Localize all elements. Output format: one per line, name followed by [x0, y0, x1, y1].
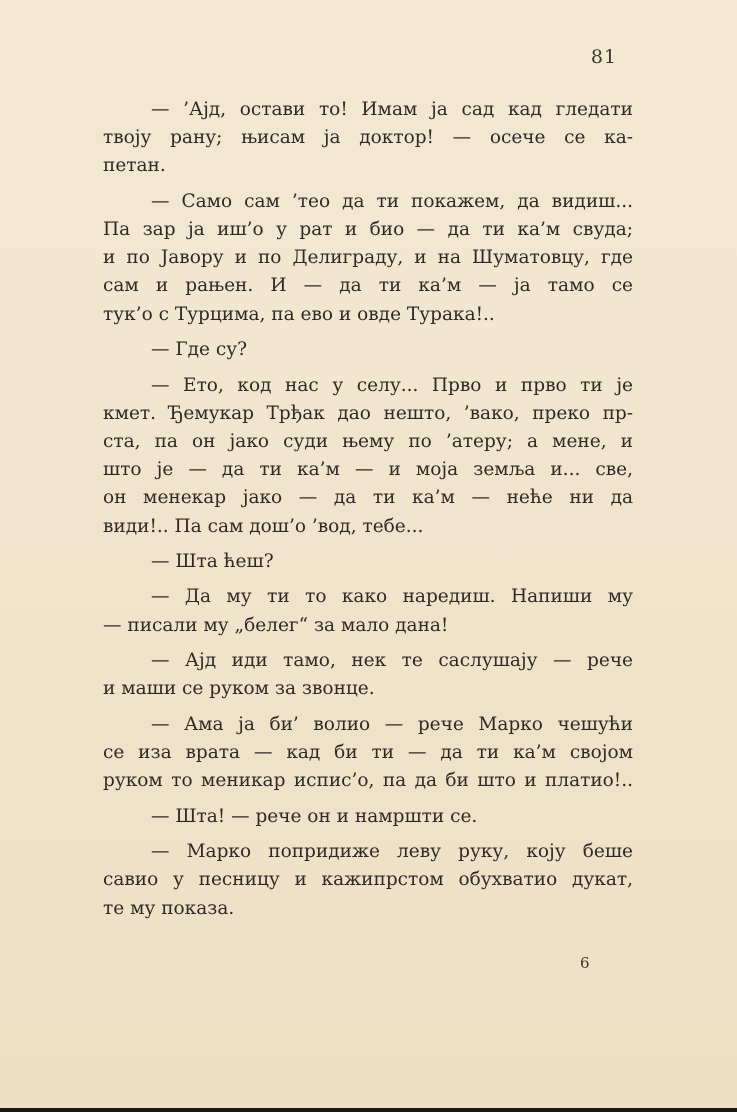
text-line: — Ама ја би’ волио — рече Марко чешући — [151, 713, 633, 735]
text-line: се иза врата — кад би ти — да ти ка’м својом — [103, 742, 633, 764]
scan-edge — [0, 1108, 737, 1112]
text-line: и по Јавору и по Делиграду, и на Шуматовцу, где — [103, 247, 633, 269]
text-line: и маши се руком за звонце. — [103, 678, 375, 700]
signature-mark: 6 — [580, 954, 590, 972]
text-line: ста, па он јако суди њему по ’атеру; а мене, и — [103, 430, 633, 452]
text-line: тук’о с Турцима, па ево и овде Турака!.. — [103, 303, 495, 325]
text-line: — Марко попридиже леву руку, коју беше — [151, 841, 633, 863]
text-line: сам и рањен. И — да ти ка’м — ја тамо се — [103, 275, 633, 297]
text-line: Па зар ја иш’о у рат и био — да ти ка’м свуда; — [103, 219, 633, 241]
text-line: он менекар јако — да ти ка’м — неће ни да — [103, 487, 633, 509]
text-line: — писали му „белег“ за мало дана! — [103, 614, 449, 636]
page-number: 81 — [590, 46, 617, 68]
text-line: твоју рану; њисам ја доктор! — осече се ка- — [103, 127, 633, 149]
text-line: савио у песницу и кажипрстом обухватио дукат, — [103, 869, 633, 891]
text-line: те му показа. — [103, 897, 235, 919]
body-text — [103, 96, 633, 923]
text-line: — Ајд иди тамо, нек те саслушају — рече — [151, 650, 633, 672]
text-line: петан. — [103, 155, 166, 177]
text-line: — Само сам ’тео да ти покажем, да видиш... — [151, 190, 633, 212]
text-line: — Шта ћеш? — [151, 551, 274, 572]
text-line: — ’Ајд, остави то! Имам ја сад кад гледати — [151, 99, 633, 120]
text-line: — Да му ти то како наредиш. Напиши му — [151, 586, 633, 608]
text-line: види!.. Па сам дош’о ’вод, тебе... — [103, 515, 424, 537]
text-line: — Шта! — рече он и намршти се. — [151, 805, 478, 827]
text-line: руком то меникар испис’о, па да би што и платио!.. — [103, 770, 633, 792]
text-line: — Где су? — [151, 339, 248, 361]
text-line: кмет. Ђемукар Трђак дао нешто, ’вако, преко пр- — [103, 402, 633, 424]
text-line: што је — да ти ка’м — и моја земља и... све, — [103, 459, 633, 481]
text-line: — Ето, код нас у селу... Прво и прво ти је — [151, 374, 633, 396]
